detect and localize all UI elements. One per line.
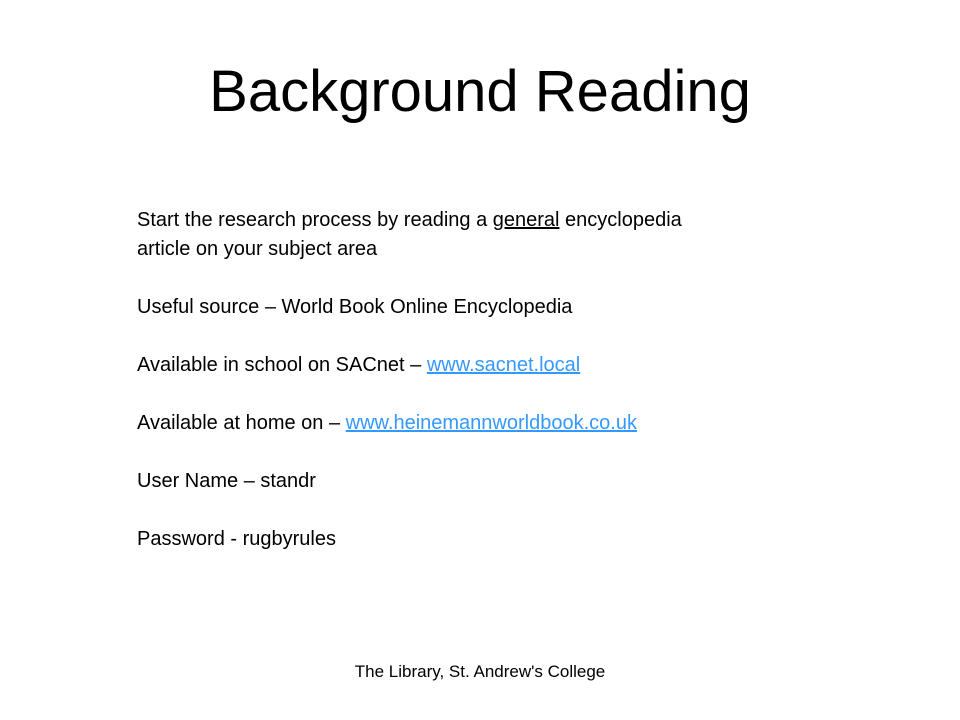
useful-source-line: Useful source – World Book Online Encyclopedia [137,296,573,318]
worldbook-link[interactable]: www.heinemannworldbook.co.uk [345,412,637,434]
intro-paragraph [137,206,837,264]
slide-body [137,206,837,554]
home-access-label: Available at home on – [137,412,346,434]
slide-title: Background Reading [209,59,751,124]
intro-underlined-word: general [492,209,560,231]
sacnet-link[interactable]: www.sacnet.local [426,354,581,376]
intro-text-after: encyclopedia [559,209,682,231]
slide-footer: The Library, St. Andrew's College [354,662,606,681]
password-line: Password - rugbyrules [137,528,336,550]
intro-text-before: Start the research process by reading a [137,209,493,231]
school-access-label: Available in school on SACnet – [137,354,427,376]
home-access-line [137,409,837,438]
school-access-line [137,351,837,380]
intro-text-line2: article on your subject area [137,238,378,260]
username-line: User Name – standr [137,470,316,492]
